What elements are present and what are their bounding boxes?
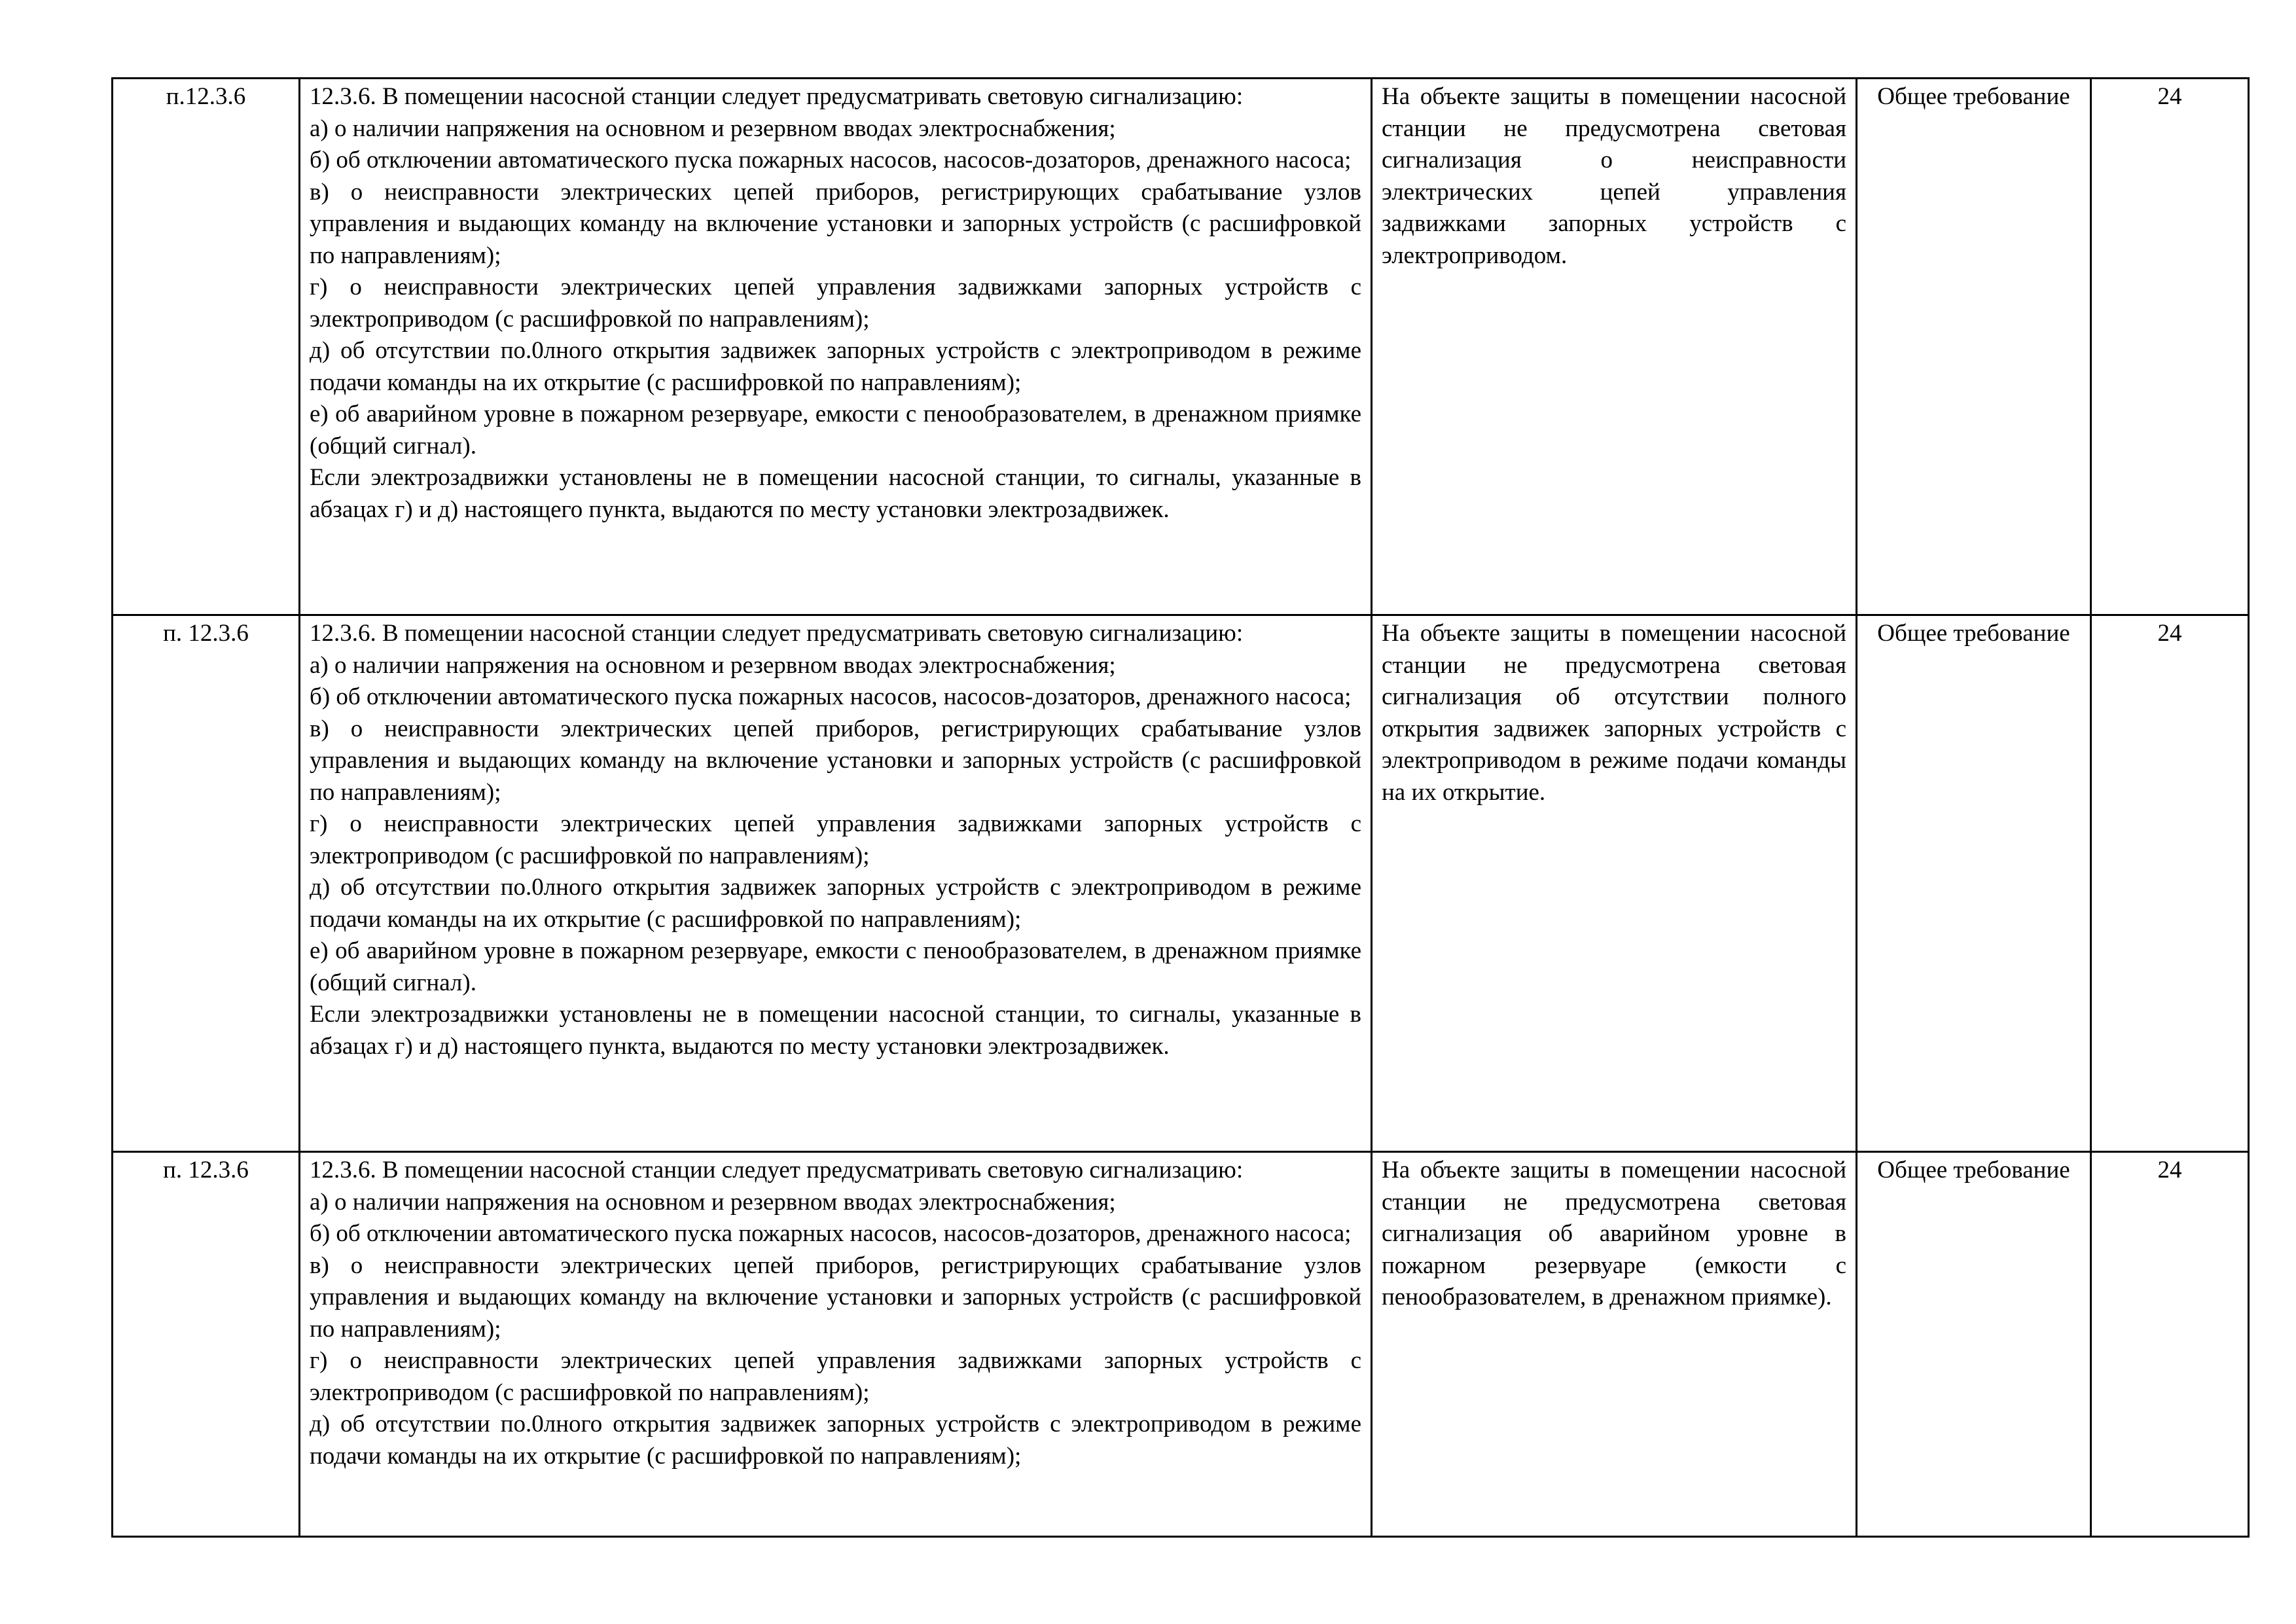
requirement-paragraph: Если электрозадвижки установлены не в помещении насосной станции, то сигналы, указанные в абзацах г) и д) настоящего пункта, выдаются по месту установки электрозадвижек.: [310, 1001, 1361, 1060]
requirement-paragraph: в) о неисправности электрических цепей приборов, регистрирующих срабатывание узлов управления и выдающих команду на включение установки и запорных устройств (с расшифровкой по направлениям);: [310, 715, 1361, 806]
requirement-paragraph: б) об отключении автоматического пуска пожарных насосов, насосов-дозаторов, дренажного насоса;: [310, 1220, 1352, 1247]
violations-table: [111, 77, 2250, 1538]
document-number-cell: [2091, 615, 2249, 1152]
requirement-type-cell: [1857, 615, 2091, 1152]
document-number-cell: [2091, 79, 2249, 615]
requirement-paragraph: 12.3.6. В помещении насосной станции следует предусматривать световую сигнализацию:: [310, 1157, 1244, 1183]
requirement-type-cell: [1857, 79, 2091, 615]
requirement-paragraph: б) об отключении автоматического пуска пожарных насосов, насосов-дозаторов, дренажного насоса;: [310, 683, 1352, 710]
requirement-type-cell: [1857, 1152, 2091, 1537]
requirement-paragraph: д) об отсутствии по.0лного открытия задвижек запорных устройств с электроприводом в режиме подачи команды на их открытие (с расшифровкой по направлениям);: [310, 1411, 1361, 1470]
violation-description-cell: [1372, 615, 1857, 1152]
clause-reference: п. 12.3.6: [163, 1157, 249, 1183]
violation-description: На объекте защиты в помещении насосной станции не предусмотрена световая сигнализация о неисправности электрических цепей управления задвижками запорных устройств с электроприводом.: [1382, 83, 1846, 269]
requirement-text-cell: [300, 79, 1372, 615]
requirement-paragraph: 12.3.6. В помещении насосной станции следует предусматривать световую сигнализацию:: [310, 620, 1244, 647]
violation-description-cell: [1372, 1152, 1857, 1537]
requirement-paragraph: д) об отсутствии по.0лного открытия задвижек запорных устройств с электроприводом в режиме подачи команды на их открытие (с расшифровкой по направлениям);: [310, 337, 1361, 396]
table-row: [113, 79, 2249, 615]
clause-reference: п. 12.3.6: [163, 620, 249, 647]
clause-reference: п.12.3.6: [166, 83, 246, 110]
requirement-paragraph: е) об аварийном уровне в пожарном резервуаре, емкости с пенообразователем, в дренажном приямке (общий сигнал).: [310, 937, 1361, 996]
clause-reference-cell: [113, 615, 300, 1152]
requirement-paragraph: б) об отключении автоматического пуска пожарных насосов, насосов-дозаторов, дренажного насоса;: [310, 147, 1352, 173]
document-number-cell: [2091, 1152, 2249, 1537]
violation-description-cell: [1372, 79, 1857, 615]
violation-description: На объекте защиты в помещении насосной станции не предусмотрена световая сигнализация об аварийном уровне в пожарном резервуаре (емкости с пенообразователем, в дренажном приямке).: [1382, 1157, 1846, 1310]
document-number: 24: [2157, 1157, 2182, 1183]
requirement-type: Общее требование: [1877, 620, 2070, 647]
violation-description: На объекте защиты в помещении насосной станции не предусмотрена световая сигнализация об отсутствии полного открытия задвижек запорных устройств с электроприводом в режиме подачи команды на их открытие.: [1382, 620, 1846, 806]
requirement-type: Общее требование: [1877, 1157, 2070, 1183]
requirement-paragraph: в) о неисправности электрических цепей приборов, регистрирующих срабатывание узлов управления и выдающих команду на включение установки и запорных устройств (с расшифровкой по направлениям);: [310, 178, 1361, 269]
requirement-paragraph: в) о неисправности электрических цепей приборов, регистрирующих срабатывание узлов управления и выдающих команду на включение установки и запорных устройств (с расшифровкой по направлениям);: [310, 1252, 1361, 1343]
requirement-text-cell: [300, 615, 1372, 1152]
requirement-type: Общее требование: [1877, 83, 2070, 110]
requirement-paragraph: г) о неисправности электрических цепей управления задвижками запорных устройств с электроприводом (с расшифровкой по направлениям);: [310, 1347, 1361, 1406]
requirement-paragraph: Если электрозадвижки установлены не в помещении насосной станции, то сигналы, указанные в абзацах г) и д) настоящего пункта, выдаются по месту установки электрозадвижек.: [310, 464, 1361, 523]
requirement-text-cell: [300, 1152, 1372, 1537]
requirement-paragraph: 12.3.6. В помещении насосной станции следует предусматривать световую сигнализацию:: [310, 83, 1244, 110]
requirement-paragraph: г) о неисправности электрических цепей управления задвижками запорных устройств с электроприводом (с расшифровкой по направлениям);: [310, 274, 1361, 333]
requirement-paragraph: а) о наличии напряжения на основном и резервном вводах электроснабжения;: [310, 1188, 1116, 1216]
requirement-paragraph: д) об отсутствии по.0лного открытия задвижек запорных устройств с электроприводом в режиме подачи команды на их открытие (с расшифровкой по направлениям);: [310, 874, 1361, 933]
requirement-paragraph: е) об аварийном уровне в пожарном резервуаре, емкости с пенообразователем, в дренажном приямке (общий сигнал).: [310, 401, 1361, 460]
document-number: 24: [2157, 620, 2182, 647]
requirement-paragraph: г) о неисправности электрических цепей управления задвижками запорных устройств с электроприводом (с расшифровкой по направлениям);: [310, 810, 1361, 869]
clause-reference-cell: [113, 1152, 300, 1537]
table-row: [113, 615, 2249, 1152]
requirement-paragraph: а) о наличии напряжения на основном и резервном вводах электроснабжения;: [310, 651, 1116, 679]
document-number: 24: [2157, 83, 2182, 110]
table-row: [113, 1152, 2249, 1537]
requirement-paragraph: а) о наличии напряжения на основном и резервном вводах электроснабжения;: [310, 115, 1116, 142]
clause-reference-cell: [113, 79, 300, 615]
